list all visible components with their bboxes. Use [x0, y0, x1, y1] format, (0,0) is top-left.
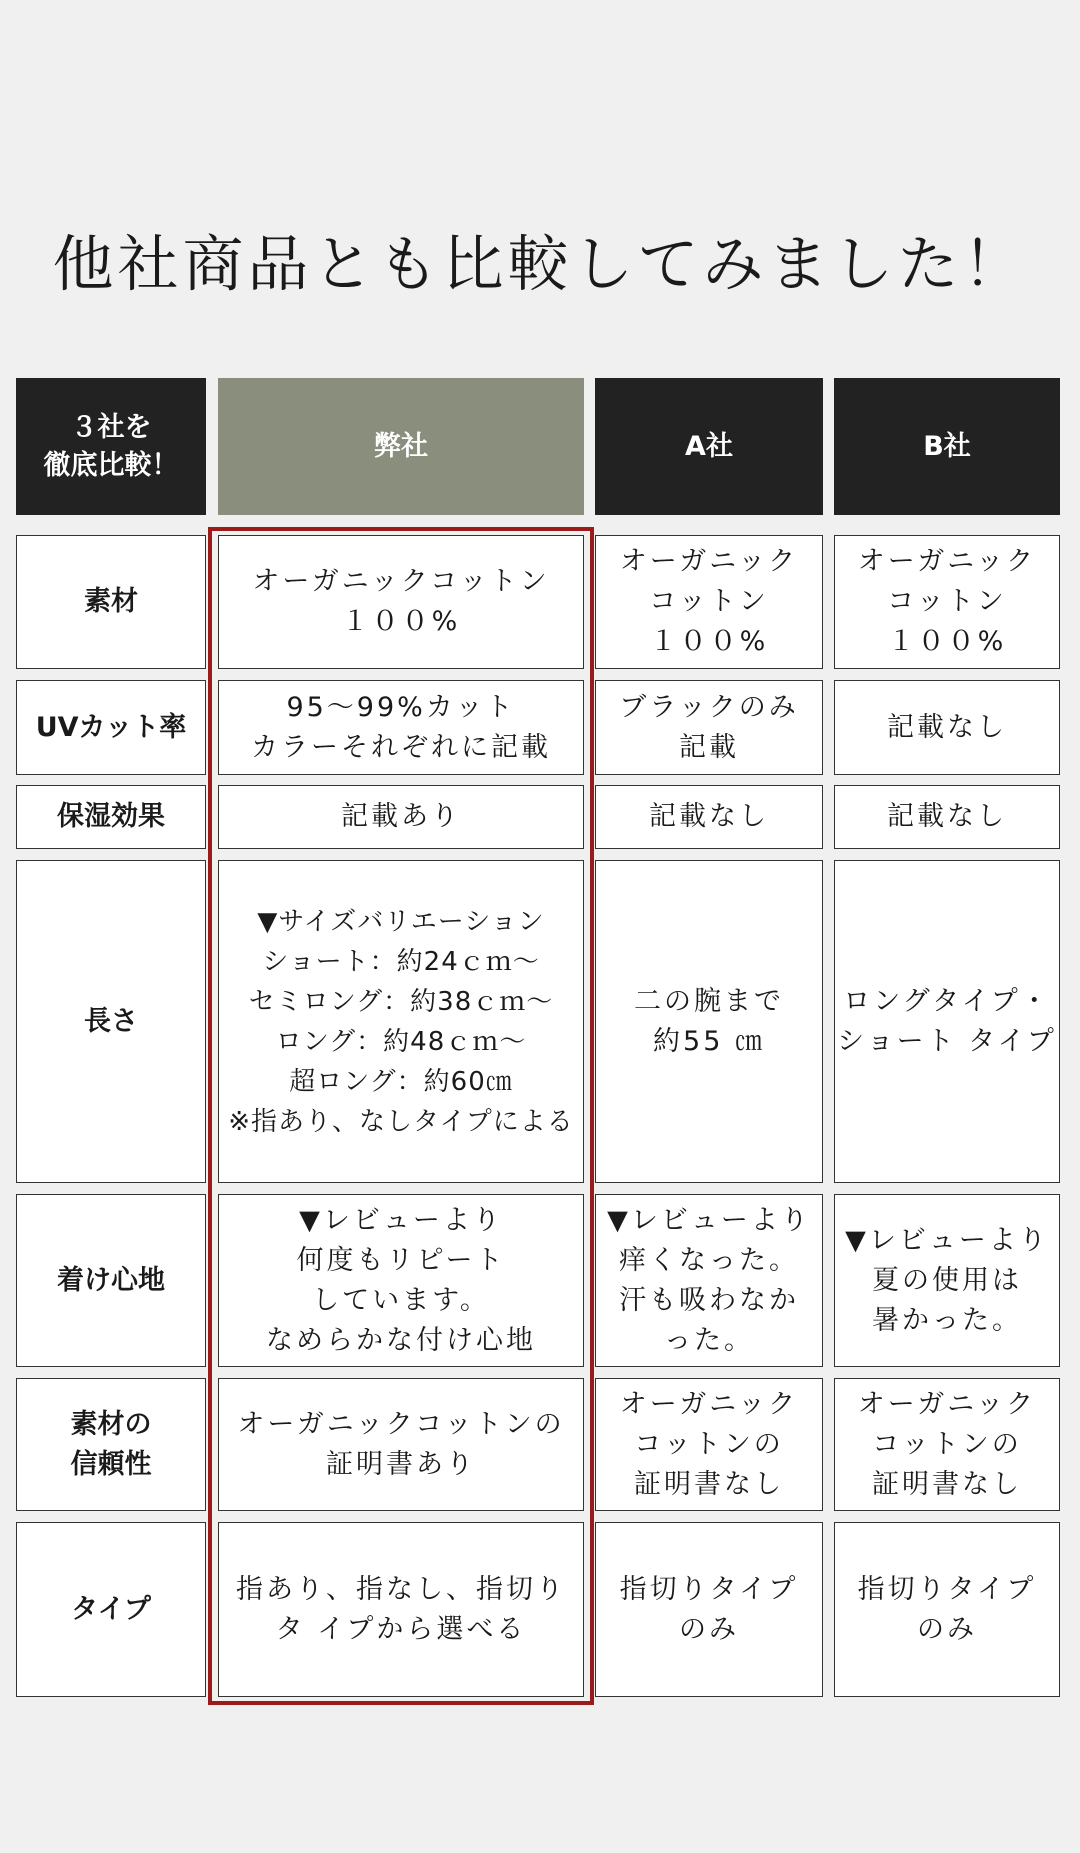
table-cell: 指切りタイプ のみ: [834, 1522, 1060, 1697]
row-label-material: 素材: [16, 535, 206, 669]
table-cell: オーガニック コットン １００%: [595, 535, 823, 669]
table-cell: オーガニックコットンの 証明書あり: [218, 1378, 584, 1511]
table-cell: 記載なし: [595, 785, 823, 849]
row-label-moisture: 保湿効果: [16, 785, 206, 849]
table-cell: オーガニック コットンの 証明書なし: [595, 1378, 823, 1511]
table-cell: 指切りタイプ のみ: [595, 1522, 823, 1697]
header-column-ours: 弊社: [218, 378, 584, 515]
row-label-type: タイプ: [16, 1522, 206, 1697]
table-cell: ▼レビューより 痒くなった。 汗も吸わなか った。: [595, 1194, 823, 1367]
table-cell: 二の腕まで 約55 ㎝: [595, 860, 823, 1183]
table-cell: ▼レビューより 何度もリピート しています。 なめらかな付け心地: [218, 1194, 584, 1367]
row-label-reliability: 素材の 信頼性: [16, 1378, 206, 1511]
table-cell: ブラックのみ 記載: [595, 680, 823, 775]
table-cell: オーガニック コットン １００%: [834, 535, 1060, 669]
page-title: 他社商品とも比較してみました！: [52, 229, 1028, 300]
table-cell: 95～99%カット カラーそれぞれに記載: [218, 680, 584, 775]
table-cell: ▼レビューより 夏の使用は 暑かった。: [834, 1194, 1060, 1367]
table-cell: 指あり、指なし、指切り タ イプから選べる: [218, 1522, 584, 1697]
header-column-a: A社: [595, 378, 823, 515]
table-cell: ロングタイプ・ ショート タイプ: [834, 860, 1060, 1183]
table-cell: オーガニックコットン １００%: [218, 535, 584, 669]
table-cell: ▼サイズバリエーション ショート：約24ｃｍ～ セミロング：約38ｃｍ～ ロング：約48ｃｍ～ 超ロング：約60㎝ ※指あり、なしタイプによる: [218, 860, 584, 1183]
header-column-b: B社: [834, 378, 1060, 515]
row-label-comfort: 着け心地: [16, 1194, 206, 1367]
table-cell: 記載なし: [834, 680, 1060, 775]
table-cell: オーガニック コットンの 証明書なし: [834, 1378, 1060, 1511]
table-cell: 記載なし: [834, 785, 1060, 849]
row-label-length: 長さ: [16, 860, 206, 1183]
header-corner: ３社を 徹底比較！: [16, 378, 206, 515]
row-label-uv-cut: UVカット率: [16, 680, 206, 775]
table-cell: 記載あり: [218, 785, 584, 849]
